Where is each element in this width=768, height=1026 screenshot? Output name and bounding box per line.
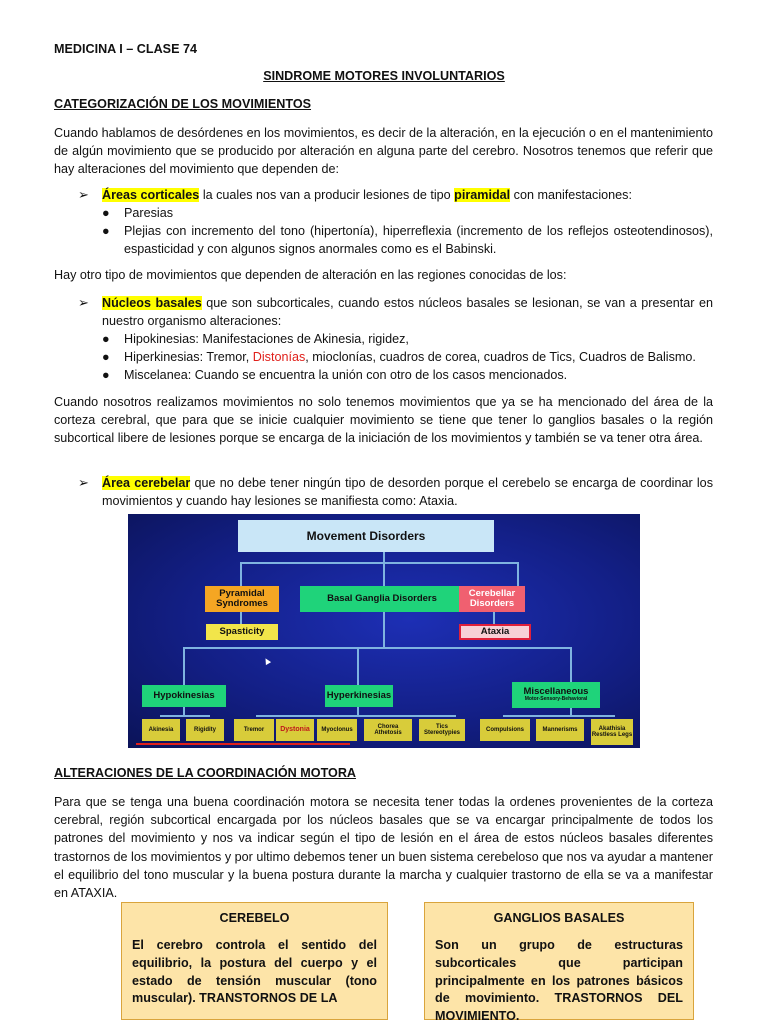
bullet-icon: ● (102, 368, 110, 383)
connector-line (570, 647, 572, 685)
coordination-paragraph: Para que se tenga una buena coordinación motora se necesita tener todas la ordenes provenientes de la corteza cerebral, región subcortical encargada por los núcleos basales que se va encargar principalmente de todos los patrones del movimiento y nos va indicar según el tipo de lesión en el área de estos núcleos basales diferentes trastornos de los movimientos y por ultimo debemos tener un buen sistema cerebeloso que nos va ayudar a mantener el equilibrio del tono muscular y la buena postura durante la marcha y cualquier trastorno de ella se va a manifestar en ATAXIA. (54, 795, 713, 901)
distonias-red-text: Distonías (252, 350, 306, 365)
intro-paragraph: Cuando hablamos de desórdenes en los movimientos, es decir de la alteración, en la ejecución o en el mantenimiento de algún movimiento que se producido por alteración en alguna parte del cerebro. Nosotros tenemos que referir que hay alteraciones del movimiento que dependen de: (54, 126, 713, 177)
leaf-myoclonus: Myoclonus (317, 719, 357, 741)
cortical-end: con manifestaciones: (510, 188, 632, 202)
ganglios-title: GANGLIOS BASALES (493, 911, 625, 925)
misc-sublabel: Motor-Sensory-Behavioral (524, 696, 588, 703)
bullet-text: Miscelanea: Cuando se encuentra la unión con otro de los casos mencionados. (124, 368, 568, 383)
box-miscellaneous (512, 682, 600, 708)
bullet-text: Hiperkinesias: Tremor, (124, 350, 253, 365)
cerebelo-title: CEREBELO (219, 911, 290, 925)
bullet-text: , mioclonías, cuadros de corea, cuadros de Tics, Cuadros de Balismo. (305, 350, 696, 365)
leaf-akathisia-restless-legs: Akathisia Restless Legs (591, 719, 633, 745)
highlight-area-cerebelar: Área cerebelar (102, 476, 191, 490)
list-item (102, 348, 713, 366)
box-hypokinesias: Hypokinesias (142, 685, 226, 707)
connector-line (256, 715, 456, 717)
connector-line (183, 707, 185, 715)
leaf-compulsions: Compulsions (480, 719, 530, 741)
cerebelar-item (78, 474, 713, 510)
bullet-text: Plejias con incremento del tono (hipertonía), hiperreflexia (incremento de los reflejos osteotendinosos), espasticidad y con algunos signos anormales como es el Babinski. (124, 224, 713, 257)
cerebelar-rest: que no debe tener ningún tipo de desorden porque el cerebelo se encarga de coordinar los movimientos y cuando hay lesiones se manifiesta como: Ataxia. (102, 476, 713, 509)
bullet-icon: ● (102, 350, 110, 365)
page-title: SINDROME MOTORES INVOLUNTARIOS (263, 69, 505, 83)
bullet-icon: ● (102, 224, 110, 239)
header: MEDICINA I – CLASE 74 (54, 42, 197, 56)
connector-line (493, 611, 495, 625)
cerebelar-text (102, 474, 713, 510)
paragraph-two: Cuando nosotros realizamos movimientos no solo tenemos movimientos que ya se ha mencionado del área de la corteza cerebral, que para que se inicie cualquier movimiento se tiene que tener lo ganglios basales o la región subcortical libere de lesiones porque se encarga de la iniciación de los movimientos y también se va tener otra área. (54, 395, 713, 446)
cerebelo-box (121, 902, 388, 1020)
cortical-mid: la cuales nos van a producir lesiones de tipo (199, 188, 455, 202)
basal-text (102, 294, 713, 330)
section-heading-coordinacion: ALTERACIONES DE LA COORDINACIÓN MOTORA (54, 766, 357, 780)
basal-rest: que son subcorticales, cuando estos núcleos basales se lesionan, se van a presentar en nuestro organismo alteraciones: (102, 296, 713, 329)
transition-paragraph: Hay otro tipo de movimientos que dependen de alteración en las regiones conocidas de los: (54, 268, 567, 282)
list-item (102, 330, 713, 348)
arrow-bullet-icon: ➢ (78, 187, 89, 202)
section-heading-categorizacion: CATEGORIZACIÓN DE LOS MOVIMIENTOS (54, 97, 312, 111)
cortical-text (102, 186, 713, 204)
cortical-bullets (102, 204, 713, 259)
cerebelo-body: El cerebro controla el sentido del equilibrio, la postura del cuerpo y el estado de tensión muscular (tono muscular). TRANSTORNOS DE LA (132, 938, 377, 1006)
ganglios-box (424, 902, 694, 1024)
connector-line (183, 647, 571, 649)
connector-line (383, 611, 385, 647)
highlight-nucleos-basales: Núcleos basales (102, 296, 202, 310)
highlight-piramidal: piramidal (454, 188, 511, 202)
connector-line (357, 647, 359, 685)
connector-line (570, 707, 572, 715)
cursor-icon (263, 657, 271, 665)
basal-bullets (102, 330, 713, 385)
list-item (102, 204, 713, 222)
box-hyperkinesias: Hyperkinesias (325, 685, 393, 707)
leaf-rigidity: Rigidity (186, 719, 224, 741)
box-cerebellar-disorders: Cerebellar Disorders (459, 586, 525, 612)
connector-line (240, 562, 518, 564)
leaf-akinesia: Akinesia (142, 719, 180, 741)
leaf-dystonia: Dystonia (276, 719, 314, 741)
misc-label: Miscellaneous (523, 686, 589, 698)
box-pyramidal-syndromes: Pyramidal Syndromes (205, 586, 279, 612)
box-ataxia: Ataxia (459, 624, 531, 640)
leaf-tremor: Tremor (234, 719, 274, 741)
ganglios-body: Son un grupo de estructuras subcorticales que participan principalmente en los patrones básicos de movimiento. TRASTORNOS DEL MOVIMIENTO. (435, 938, 683, 1024)
box-movement-disorders: Movement Disorders (238, 520, 494, 552)
list-item (102, 222, 713, 258)
basal-item (78, 294, 713, 330)
connector-line (240, 611, 242, 625)
list-item (102, 366, 713, 384)
leaf-tics-stereotypies: Tics Stereotypies (419, 719, 465, 741)
box-spasticity: Spasticity (206, 624, 278, 640)
bullet-text: Hipokinesias: Manifestaciones de Akinesia, rigidez, (124, 332, 409, 346)
connector-line (240, 562, 242, 586)
red-underline (136, 743, 350, 745)
connector-line (183, 647, 185, 685)
leaf-mannerisms: Mannerisms (536, 719, 584, 741)
connector-line (517, 562, 519, 586)
bullet-icon: ● (102, 332, 110, 346)
arrow-bullet-icon: ➢ (78, 475, 89, 490)
connector-line (357, 707, 359, 715)
leaf-chorea-athetosis: Chorea Athetosis (364, 719, 412, 741)
highlight-areas-corticales: Áreas corticales (102, 188, 200, 202)
bullet-icon: ● (102, 206, 110, 220)
cortical-item (78, 186, 713, 204)
movement-disorders-diagram (128, 514, 640, 748)
connector-line (160, 715, 210, 717)
bullet-text: Paresias (124, 206, 173, 220)
arrow-bullet-icon: ➢ (78, 295, 89, 310)
box-basal-ganglia-disorders: Basal Ganglia Disorders (300, 586, 464, 612)
connector-line (383, 562, 385, 586)
connector-line (503, 715, 615, 717)
